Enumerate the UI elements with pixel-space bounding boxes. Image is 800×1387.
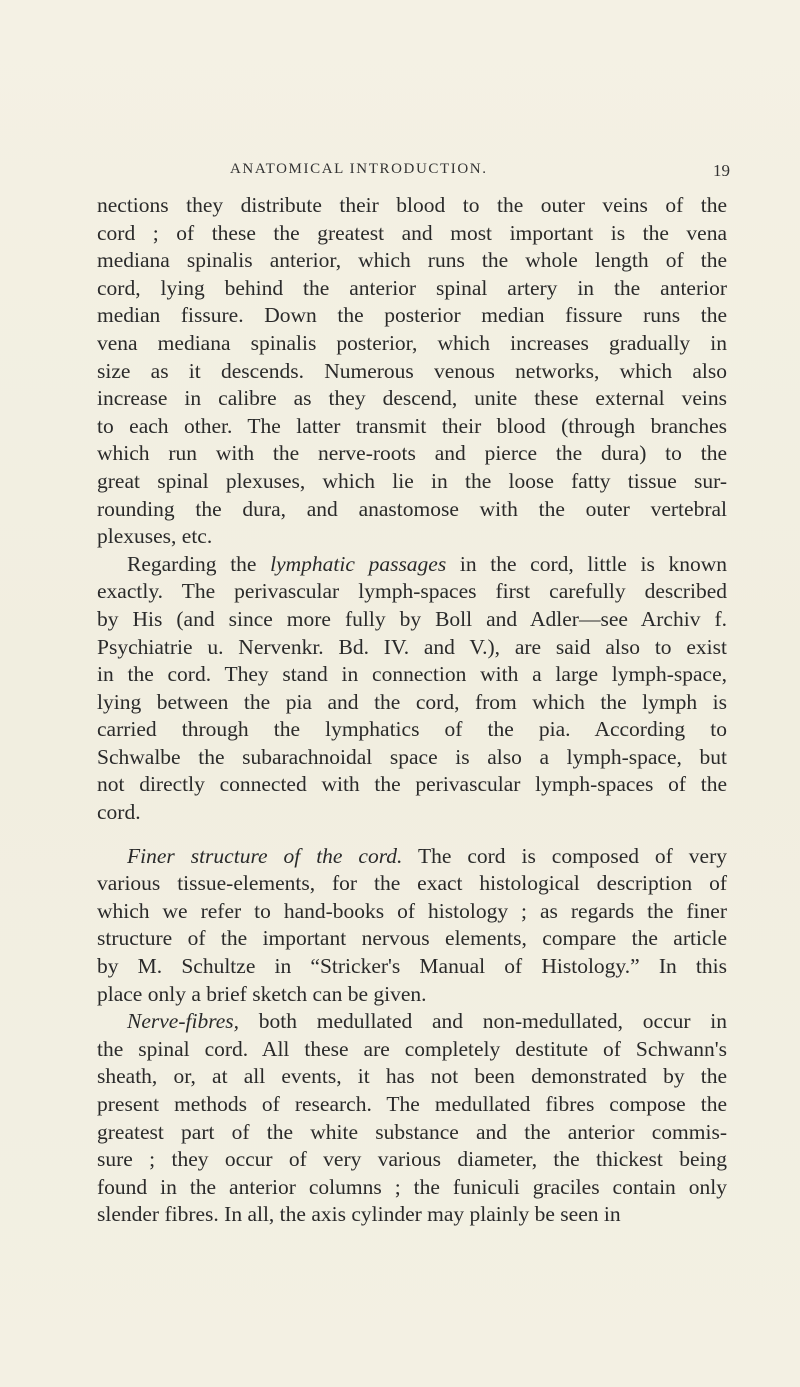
- text-line: place only a brief sketch can be given.: [97, 981, 427, 1006]
- text-run: both medullated and non-medullated, occur in: [239, 1009, 727, 1034]
- text-line: [97, 1008, 727, 1036]
- text-line: Psychiatrie u. Nervenkr. Bd. IV. and V.), are said also to exist: [97, 634, 727, 659]
- text-line: lying between the pia and the cord, from which the lymph is: [97, 689, 727, 714]
- paragraph-venous-drainage: [97, 192, 727, 551]
- running-title: ANATOMICAL INTRODUCTION.: [230, 161, 488, 177]
- text-line: structure of the important nervous elements, compare the article: [97, 926, 727, 951]
- text-run: in the cord, little is known: [446, 551, 728, 576]
- text-line: great spinal plexuses, which lie in the loose fatty tissue sur-: [97, 468, 727, 493]
- text-line: which we refer to hand-books of histology ; as regards the finer: [97, 898, 727, 923]
- text-line: exactly. The perivascular lymph-spaces first carefully described: [97, 579, 727, 604]
- text-line: size as it descends. Numerous venous networks, which also: [97, 358, 727, 383]
- text-line: [97, 551, 727, 579]
- text-line: found in the anterior columns ; the funiculi graciles contain only: [97, 1174, 727, 1199]
- italic-term: Nerve-fibres,: [127, 1009, 240, 1034]
- text-run: The cord is composed of very: [402, 843, 728, 868]
- text-line: various tissue-elements, for the exact histological description of: [97, 871, 727, 896]
- text-line: vena mediana spinalis posterior, which increases gradually in: [97, 330, 727, 355]
- text-line: Schwalbe the subarachnoidal space is also a lymph-space, but: [97, 744, 727, 769]
- text-line: not directly connected with the perivascular lymph-spaces of the: [97, 772, 727, 797]
- text-line: cord.: [97, 800, 141, 825]
- section-heading-italic: Finer structure of the cord.: [127, 843, 403, 868]
- paragraph-finer-structure: [97, 843, 727, 1009]
- text-run: Regarding the: [127, 551, 271, 576]
- text-line: plexuses, etc.: [97, 524, 213, 549]
- text-line: slender fibres. In all, the axis cylinder may plainly be seen in: [97, 1202, 621, 1227]
- text-line: rounding the dura, and anastomose with the outer vertebral: [97, 496, 727, 521]
- text-line: sheath, or, at all events, it has not been demonstrated by the: [97, 1064, 727, 1089]
- text-line: by His (and since more fully by Boll and Adler—see Archiv f.: [97, 606, 727, 631]
- text-line: cord, lying behind the anterior spinal artery in the anterior: [97, 275, 727, 300]
- text-line: the spinal cord. All these are completely destitute of Schwann's: [97, 1036, 727, 1061]
- text-line: cord ; of these the greatest and most important is the vena: [97, 220, 727, 245]
- text-line: in the cord. They stand in connection with a large lymph-space,: [97, 662, 727, 687]
- text-line: by M. Schultze in “Stricker's Manual of Histology.” In this: [97, 954, 727, 979]
- italic-term: lymphatic passages: [270, 551, 447, 576]
- text-line: increase in calibre as they descend, unite these external veins: [97, 386, 727, 411]
- section-gap: [97, 827, 727, 843]
- text-line: present methods of research. The medullated fibres compose the: [97, 1092, 727, 1116]
- text-line: sure ; they occur of very various diameter, the thickest being: [97, 1147, 727, 1172]
- text-line: to each other. The latter transmit their blood (through branches: [97, 413, 727, 438]
- text-line: mediana spinalis anterior, which runs the whole length of the: [97, 248, 727, 273]
- text-line: median fissure. Down the posterior median fissure runs the: [97, 303, 727, 328]
- text-line: [97, 843, 727, 871]
- body-text: [97, 192, 727, 1229]
- page-number: 19: [713, 161, 730, 180]
- text-line: greatest part of the white substance and the anterior commis-: [97, 1119, 727, 1144]
- paragraph-nerve-fibres: [97, 1008, 727, 1229]
- text-line: carried through the lymphatics of the pia. According to: [97, 717, 727, 742]
- text-line: nections they distribute their blood to the outer veins of the: [97, 193, 727, 217]
- running-head: [230, 161, 730, 185]
- paragraph-lymphatic-passages: [97, 551, 727, 827]
- text-line: which run with the nerve-roots and pierce the dura) to the: [97, 441, 727, 466]
